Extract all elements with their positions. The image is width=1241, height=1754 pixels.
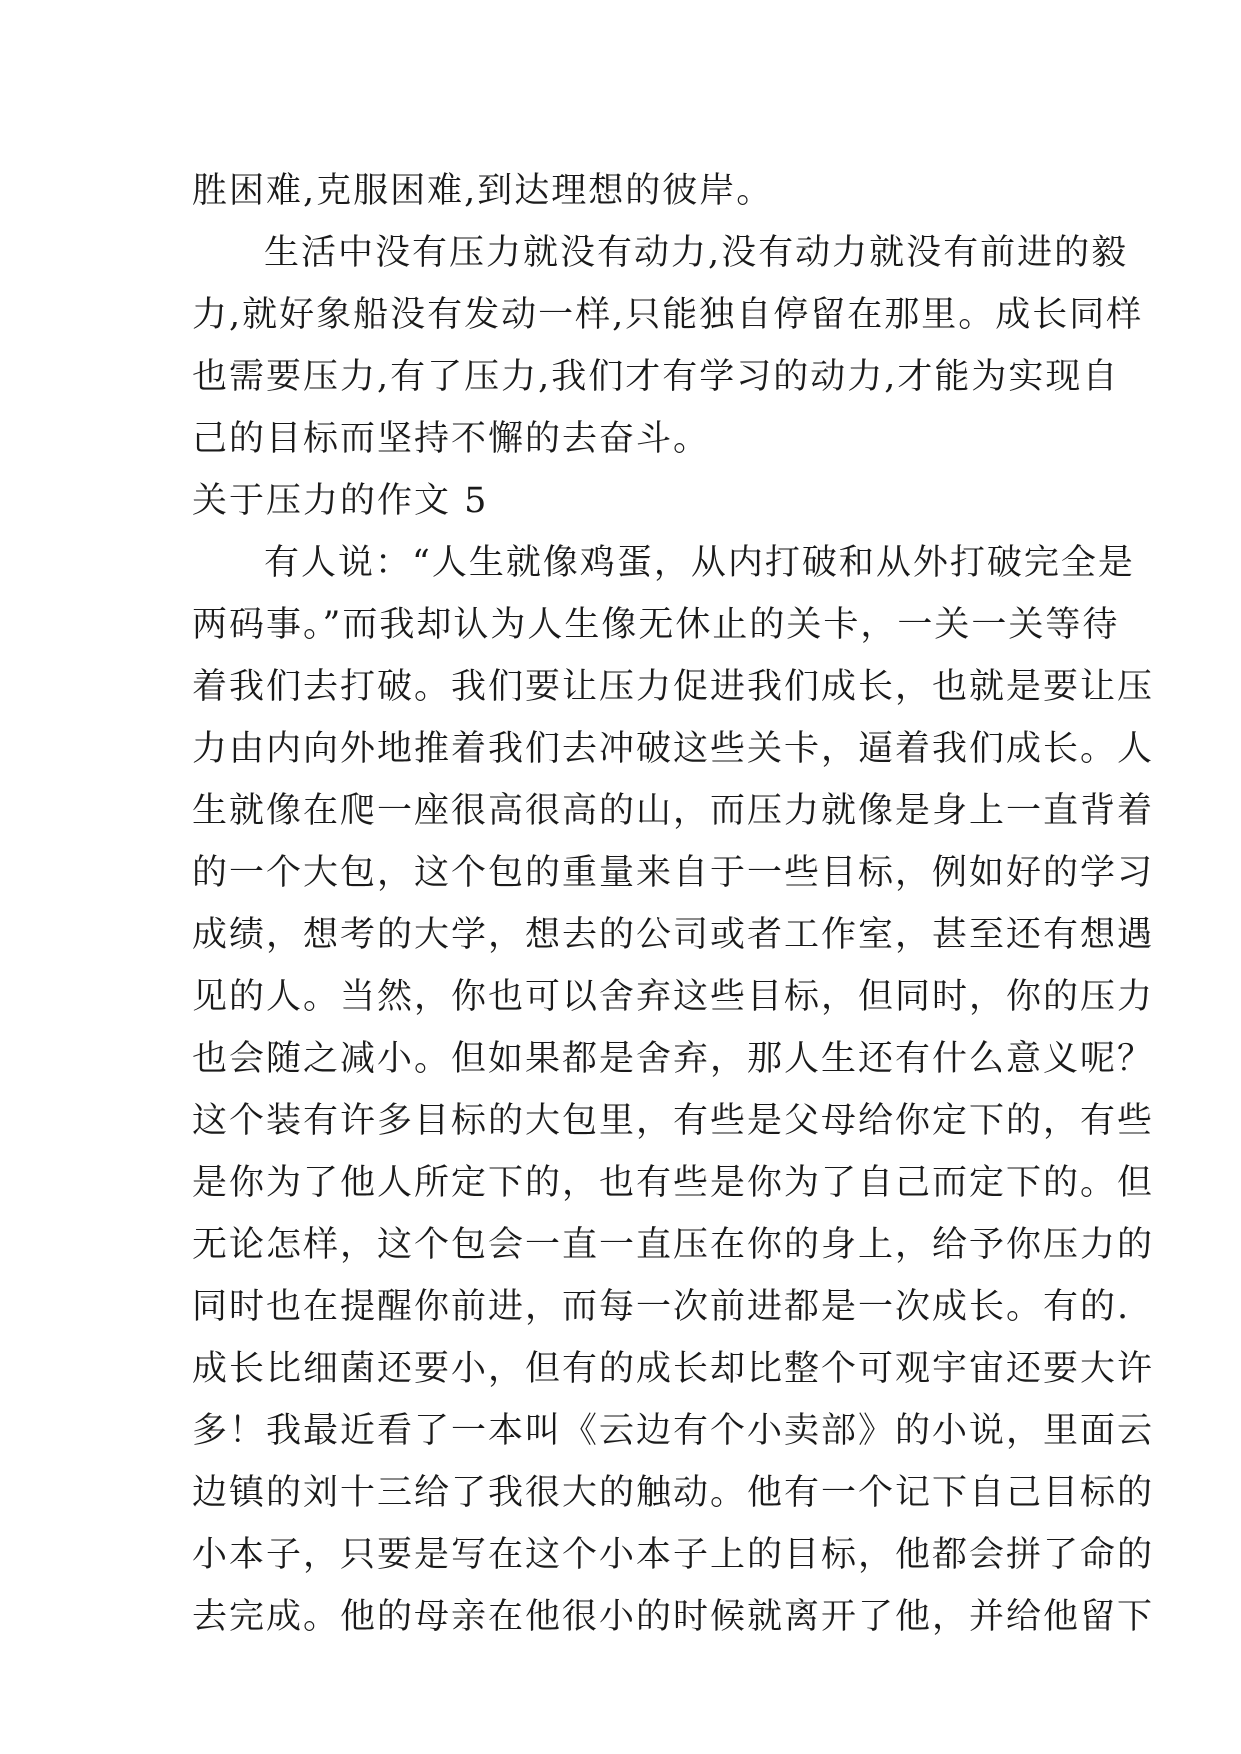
text-line: 着我们去打破。我们要让压力促进我们成长，也就是要让压	[192, 667, 1155, 707]
text-line: 去完成。他的母亲在他很小的时候就离开了他，并给他留下	[192, 1597, 1155, 1637]
text-line: 成长比细菌还要小，但有的成长却比整个可观宇宙还要大许	[192, 1349, 1155, 1389]
text-line: 多！我最近看了一本叫《云边有个小卖部》的小说，里面云	[192, 1411, 1155, 1451]
text-line: 的一个大包，这个包的重量来自于一些目标，例如好的学习	[192, 853, 1155, 893]
text-line: 小本子，只要是写在这个小本子上的目标，他都会拼了命的	[192, 1535, 1155, 1575]
paragraph-start-line: 有人说：“人生就像鸡蛋，从内打破和从外打破完全是	[264, 543, 1135, 583]
text-line: 力由内向外地推着我们去冲破这些关卡，逼着我们成长。人	[192, 729, 1155, 769]
text-line: 生就像在爬一座很高很高的山，而压力就像是身上一直背着	[192, 791, 1155, 831]
text-line: 无论怎样，这个包会一直一直压在你的身上，给予你压力的	[192, 1225, 1155, 1265]
section-heading: 关于压力的作文 5	[192, 481, 489, 521]
text-line: 己的目标而坚持不懈的去奋斗。	[192, 419, 711, 459]
text-line: 见的人。当然，你也可以舍弃这些目标，但同时，你的压力	[192, 977, 1155, 1017]
essay-text	[192, 160, 1155, 1648]
text-line: 这个装有许多目标的大包里，有些是父母给你定下的，有些	[192, 1101, 1155, 1141]
text-line: 胜困难,克服困难,到达理想的彼岸。	[192, 171, 774, 211]
text-line: 也需要压力,有了压力,我们才有学习的动力,才能为实现自	[192, 357, 1120, 397]
text-line: 力,就好象船没有发动一样,只能独自停留在那里。成长同样	[192, 295, 1144, 335]
text-line: 成绩，想考的大学，想去的公司或者工作室，甚至还有想遇	[192, 915, 1155, 955]
text-line: 也会随之减小。但如果都是舍弃，那人生还有什么意义呢？	[192, 1039, 1155, 1079]
text-line: 两码事。”而我却认为人生像无休止的关卡，一关一关等待	[192, 605, 1120, 645]
text-line: 是你为了他人所定下的，也有些是你为了自己而定下的。但	[192, 1163, 1155, 1203]
text-line: 边镇的刘十三给了我很大的触动。他有一个记下自己目标的	[192, 1473, 1155, 1513]
paragraph-start-line: 生活中没有压力就没有动力,没有动力就没有前进的毅	[264, 233, 1129, 273]
text-line: 同时也在提醒你前进，而每一次前进都是一次成长。有的.	[192, 1287, 1131, 1327]
